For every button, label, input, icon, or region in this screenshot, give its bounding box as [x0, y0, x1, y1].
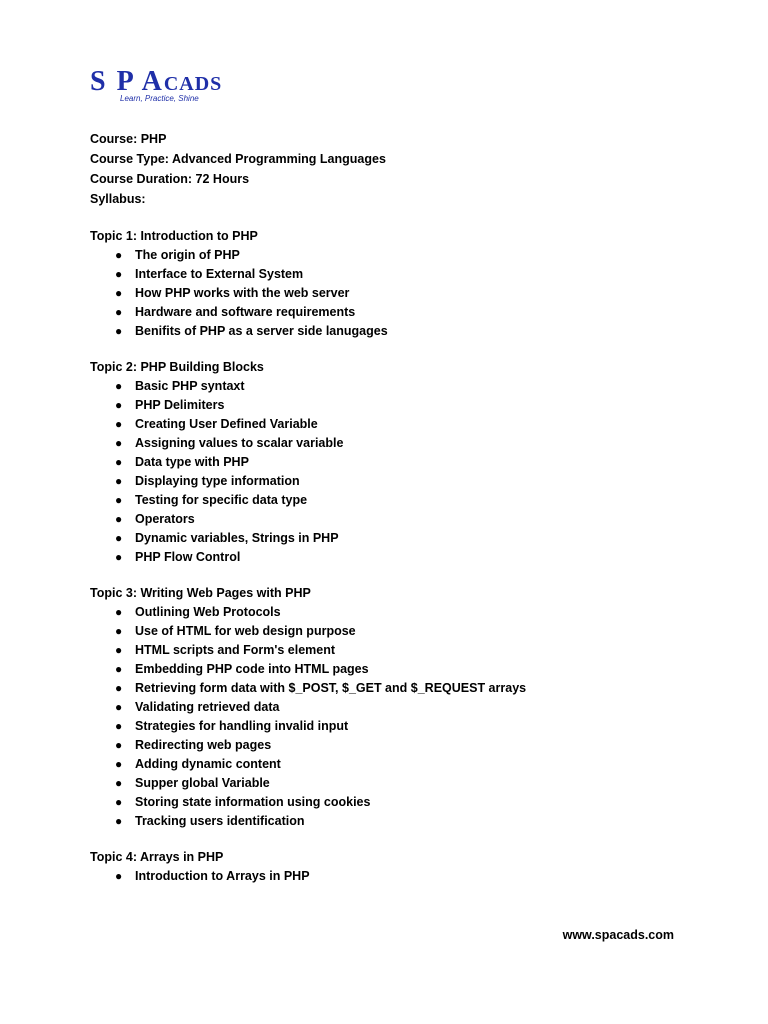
bullet-icon: ● [115, 550, 123, 564]
bullet-icon: ● [115, 795, 123, 809]
course-info [90, 129, 386, 209]
list-item: ● Retrieving form data with $_POST, $_GET and $_REQUEST arrays [90, 679, 526, 698]
list-item: ● Testing for specific data type [90, 491, 343, 510]
bullet-icon: ● [115, 436, 123, 450]
bullet-icon: ● [115, 286, 123, 300]
bullet-icon: ● [115, 605, 123, 619]
list-item: ● Benifits of PHP as a server side lanugages [90, 322, 388, 341]
logo-tagline: Learn, Practice, Shine [120, 94, 199, 103]
bullet-icon: ● [115, 757, 123, 771]
logo [90, 66, 223, 103]
list-item: ● Tracking users identification [90, 812, 526, 831]
bullet-icon: ● [115, 700, 123, 714]
bullet-icon: ● [115, 379, 123, 393]
bullet-icon: ● [115, 531, 123, 545]
topic-item-list [90, 377, 343, 567]
bullet-icon: ● [115, 738, 123, 752]
course-type: Course Type: Advanced Programming Languages [90, 152, 386, 166]
course-name: Course: PHP [90, 132, 167, 146]
topic-title: Topic 1: Introduction to PHP [90, 229, 258, 243]
list-item: ● Outlining Web Protocols [90, 603, 526, 622]
list-item: ● Adding dynamic content [90, 755, 526, 774]
bullet-icon: ● [115, 643, 123, 657]
list-item: ● The origin of PHP [90, 246, 388, 265]
list-item: ● Data type with PHP [90, 453, 343, 472]
topic-item-list [90, 246, 388, 341]
list-item: ● Interface to External System [90, 265, 388, 284]
bullet-icon: ● [115, 512, 123, 526]
course-duration: Course Duration: 72 Hours [90, 172, 250, 186]
bullet-icon: ● [115, 814, 123, 828]
logo-wordmark: S P ACADS [90, 66, 223, 97]
bullet-icon: ● [115, 398, 123, 412]
list-item: ● Displaying type information [90, 472, 343, 491]
topic-item-list [90, 603, 526, 831]
list-item: ● Supper global Variable [90, 774, 526, 793]
list-item: ● Introduction to Arrays in PHP [90, 867, 310, 886]
footer-website: www.spacads.com [562, 928, 674, 942]
syllabus-heading: Syllabus: [90, 192, 146, 206]
bullet-icon: ● [115, 248, 123, 262]
list-item: ● Dynamic variables, Strings in PHP [90, 529, 343, 548]
list-item: ● Strategies for handling invalid input [90, 717, 526, 736]
topic-3 [90, 584, 526, 831]
list-item: ● Basic PHP syntaxt [90, 377, 343, 396]
list-item: ● Redirecting web pages [90, 736, 526, 755]
topic-title: Topic 3: Writing Web Pages with PHP [90, 586, 311, 600]
list-item: ● Validating retrieved data [90, 698, 526, 717]
topic-2 [90, 358, 343, 567]
bullet-icon: ● [115, 324, 123, 338]
list-item: ● HTML scripts and Form's element [90, 641, 526, 660]
bullet-icon: ● [115, 267, 123, 281]
topic-1 [90, 227, 388, 341]
bullet-icon: ● [115, 681, 123, 695]
bullet-icon: ● [115, 662, 123, 676]
topic-title: Topic 4: Arrays in PHP [90, 850, 224, 864]
bullet-icon: ● [115, 493, 123, 507]
topic-item-list [90, 867, 310, 886]
list-item: ● Storing state information using cookies [90, 793, 526, 812]
list-item: ● How PHP works with the web server [90, 284, 388, 303]
list-item: ● PHP Flow Control [90, 548, 343, 567]
list-item: ● Embedding PHP code into HTML pages [90, 660, 526, 679]
bullet-icon: ● [115, 776, 123, 790]
bullet-icon: ● [115, 719, 123, 733]
bullet-icon: ● [115, 869, 123, 883]
bullet-icon: ● [115, 455, 123, 469]
bullet-icon: ● [115, 417, 123, 431]
list-item: ● PHP Delimiters [90, 396, 343, 415]
bullet-icon: ● [115, 305, 123, 319]
topic-title: Topic 2: PHP Building Blocks [90, 360, 264, 374]
bullet-icon: ● [115, 474, 123, 488]
list-item: ● Creating User Defined Variable [90, 415, 343, 434]
list-item: ● Hardware and software requirements [90, 303, 388, 322]
bullet-icon: ● [115, 624, 123, 638]
list-item: ● Operators [90, 510, 343, 529]
topic-4 [90, 848, 310, 886]
list-item: ● Use of HTML for web design purpose [90, 622, 526, 641]
list-item: ● Assigning values to scalar variable [90, 434, 343, 453]
